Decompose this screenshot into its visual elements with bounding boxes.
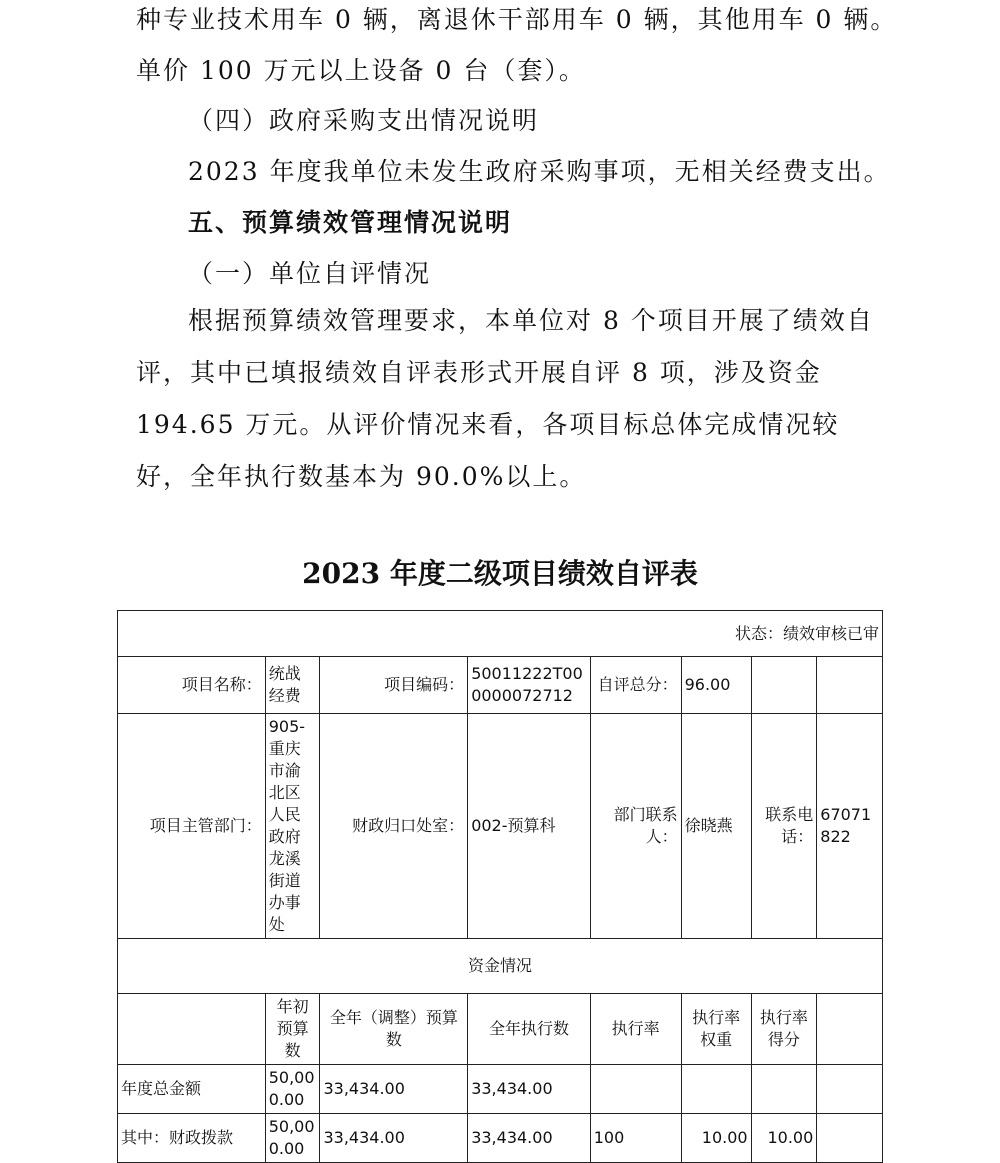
paragraph-procurement: 2023 年度我单位未发生政府采购事项，无相关经费支出。 (188, 157, 891, 186)
dept: 905-重庆市渝北区人民政府龙溪街道办事处 (265, 714, 320, 939)
row-rate: 100 (590, 1114, 681, 1163)
empty-cell (118, 994, 266, 1065)
row-adjusted: 33,434.00 (320, 1114, 468, 1163)
dept-label: 项目主管部门： (118, 714, 266, 939)
row-weight (681, 1065, 751, 1114)
finance: 002-预算科 (468, 714, 591, 939)
paragraph-self-evaluation: 根据预算绩效管理要求，本单位对 8 个项目开展了绩效自评，其中已填报绩效自评表形式开展自评 8 项，涉及资金 194.65 万元。从评价情况来看，各项目标总体完成情况较好，全年执行数基本为 90.0%以上。 (136, 306, 874, 491)
heading-self-evaluation: （一）单位自评情况 (188, 259, 432, 288)
col-score: 执行率得分 (751, 994, 817, 1065)
project-name: 统战经费 (265, 657, 320, 714)
project-code-label: 项目编码： (320, 657, 468, 714)
row-label: 其中：财政拨款 (118, 1114, 266, 1163)
phone-label: 联系电话： (751, 714, 817, 939)
empty-cell (817, 1114, 883, 1163)
heading-performance: 五、预算绩效管理情况说明 (188, 208, 513, 237)
row-executed: 33,434.00 (468, 1065, 591, 1114)
empty-cell (751, 657, 817, 714)
col-initial: 年初预算数 (265, 994, 320, 1065)
empty-cell (817, 657, 883, 714)
col-adjusted: 全年（调整）预算数 (320, 994, 468, 1065)
phone: 67071822 (817, 714, 883, 939)
row-initial: 50,000.00 (265, 1065, 320, 1114)
performance-table (117, 610, 883, 1163)
row-score (751, 1065, 817, 1114)
row-executed: 33,434.00 (468, 1114, 591, 1163)
funds-header: 资金情况 (118, 939, 883, 994)
paragraph-vehicles: 种专业技术用车 0 辆，离退休干部用车 0 辆，其他用车 0 辆。 (136, 5, 898, 34)
row-score: 10.00 (751, 1114, 817, 1163)
row-label: 年度总金额 (118, 1065, 266, 1114)
col-executed: 全年执行数 (468, 994, 591, 1065)
row-initial: 50,000.00 (265, 1114, 320, 1163)
score-label: 自评总分： (590, 657, 681, 714)
score: 96.00 (681, 657, 751, 714)
row-rate (590, 1065, 681, 1114)
status-cell: 状态：绩效审核已审 (118, 611, 883, 657)
contact: 徐晓燕 (681, 714, 751, 939)
heading-procurement: （四）政府采购支出情况说明 (188, 106, 540, 135)
project-code: 50011222T000000072712 (468, 657, 591, 714)
table-title: 2023 年度二级项目绩效自评表 (302, 557, 698, 590)
project-name-label: 项目名称： (118, 657, 266, 714)
row-adjusted: 33,434.00 (320, 1065, 468, 1114)
paragraph-equipment: 单价 100 万元以上设备 0 台（套）。 (136, 56, 586, 85)
col-weight: 执行率权重 (681, 994, 751, 1065)
contact-label: 部门联系人： (590, 714, 681, 939)
empty-cell (817, 1065, 883, 1114)
row-weight: 10.00 (681, 1114, 751, 1163)
empty-cell (817, 994, 883, 1065)
finance-label: 财政归口处室： (320, 714, 468, 939)
col-rate: 执行率 (590, 994, 681, 1065)
